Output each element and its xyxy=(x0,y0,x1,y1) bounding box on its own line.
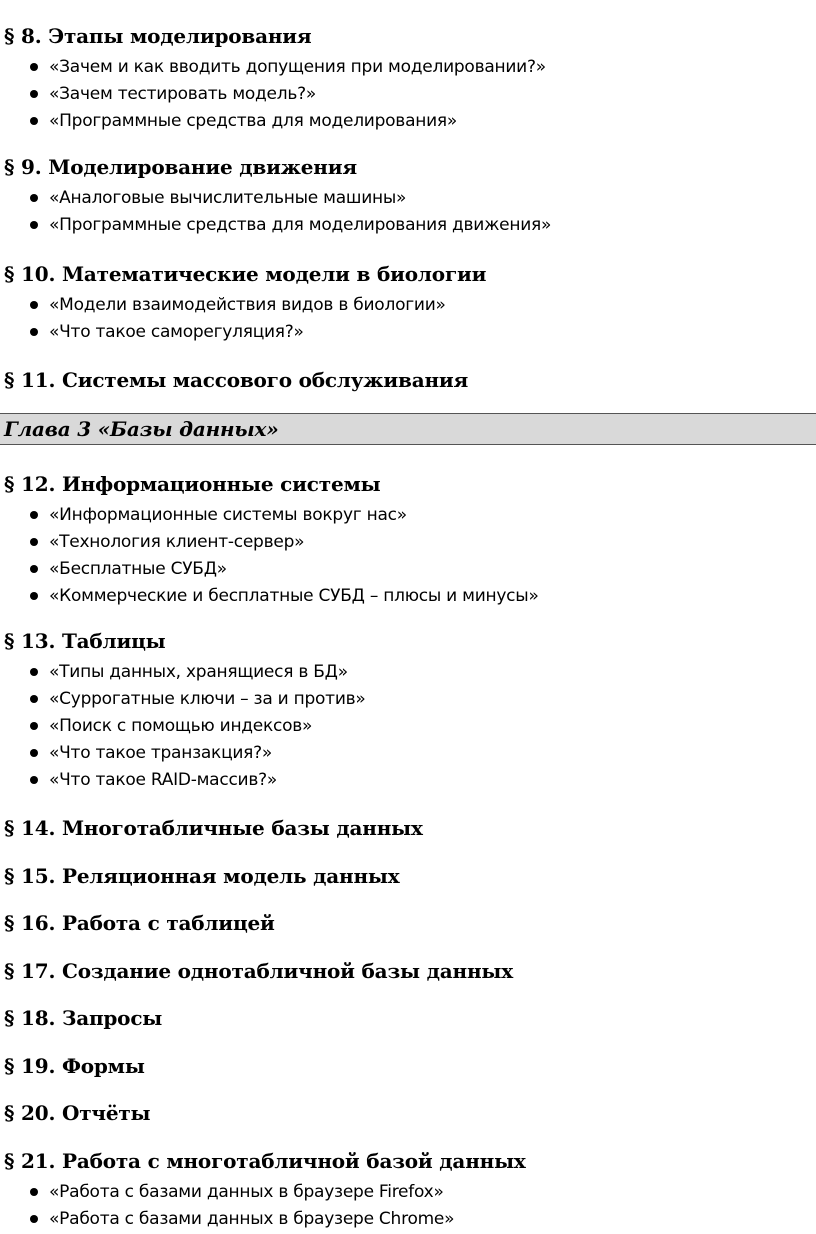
section-title: § 10. Математические модели в биологии xyxy=(4,262,487,286)
bullet-icon xyxy=(30,301,38,309)
section-title: § 12. Информационные системы xyxy=(4,472,381,496)
bullet-icon xyxy=(30,565,38,573)
section-title: § 14. Многотабличные базы данных xyxy=(4,816,423,840)
section-title: § 11. Системы массового обслуживания xyxy=(4,368,469,392)
bullet-icon xyxy=(30,592,38,600)
section-title: § 19. Формы xyxy=(4,1054,145,1078)
bullet-icon xyxy=(30,1188,38,1196)
bullet-icon xyxy=(30,90,38,98)
bullet-icon xyxy=(30,776,38,784)
section-title: § 13. Таблицы xyxy=(4,629,166,653)
bullet-icon xyxy=(30,63,38,71)
bullet-icon xyxy=(30,511,38,519)
bullet-icon xyxy=(30,749,38,757)
section-title: § 21. Работа с многотабличной базой данных xyxy=(4,1149,526,1173)
bullet-icon xyxy=(30,328,38,336)
section-title: § 17. Создание однотабличной базы данных xyxy=(4,959,513,983)
bullet-icon xyxy=(30,117,38,125)
bullet-icon xyxy=(30,538,38,546)
bullet-icon xyxy=(30,695,38,703)
chapter-heading xyxy=(0,413,816,445)
section-title: § 16. Работа с таблицей xyxy=(4,911,275,935)
section-title: § 20. Отчёты xyxy=(4,1101,151,1125)
chapter-title: Глава 3 «Базы данных» xyxy=(4,417,279,441)
bullet-icon xyxy=(30,668,38,676)
bullet-icon xyxy=(30,722,38,730)
section-title: § 15. Реляционная модель данных xyxy=(4,864,400,888)
section-title: § 9. Моделирование движения xyxy=(4,155,357,179)
bullet-icon xyxy=(30,1215,38,1223)
section-title: § 18. Запросы xyxy=(4,1006,163,1030)
bullet-icon xyxy=(30,221,38,229)
bullet-icon xyxy=(30,194,38,202)
section-title: § 8. Этапы моделирования xyxy=(4,24,312,48)
